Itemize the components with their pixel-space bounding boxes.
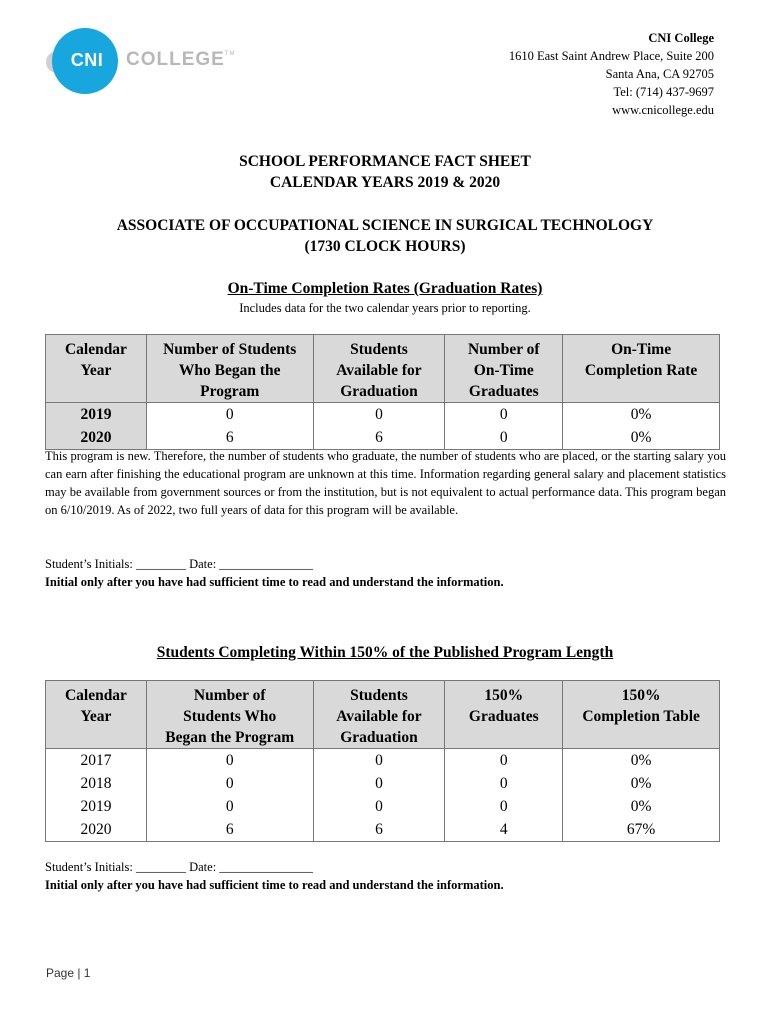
col-students-available xyxy=(313,681,445,749)
col-students-available xyxy=(313,335,445,403)
header-text: Who Began the xyxy=(178,362,281,379)
col-on-time-completion-rate xyxy=(563,335,720,403)
header-text: Calendar xyxy=(64,341,127,358)
table-cell: 6 xyxy=(146,818,313,842)
header-text: Completion Table xyxy=(582,708,700,725)
logo-word xyxy=(126,49,236,71)
table-row xyxy=(46,772,720,795)
header-text: Number of Students xyxy=(163,341,297,358)
program-note: This program is new. Therefore, the number of students who graduate, the number of students who are placed, or the starting salary you can earn after finishing the educational program are unknown at this time. Information regarding general salary and placement statistics may be available from government sources or from the institution, but is not equivalent to actual performance data. This program began on 6/10/2019. As of 2022, two full years of data for this program will be available. xyxy=(45,449,726,517)
table-cell: 0% xyxy=(563,795,720,818)
header-text: Students Who xyxy=(183,708,277,725)
header-text: Completion Rate xyxy=(584,362,698,379)
table-cell: 2020 xyxy=(46,426,147,450)
table-cell: 0 xyxy=(445,795,563,818)
on-time-completion-table xyxy=(45,334,720,450)
header-text: Available for xyxy=(336,708,422,725)
page-number: Page | 1 xyxy=(46,966,91,980)
table-cell: 0 xyxy=(445,426,563,450)
phone-number: Tel: (714) 437-9697 xyxy=(613,85,714,99)
school-name: CNI College xyxy=(648,31,714,45)
col-on-time-graduates xyxy=(445,335,563,403)
title-line-1: SCHOOL PERFORMANCE FACT SHEET xyxy=(239,153,531,170)
table-header-row xyxy=(46,335,720,403)
school-address xyxy=(509,29,714,119)
table-row xyxy=(46,403,720,427)
table-cell: 0 xyxy=(313,795,445,818)
table-cell: 0 xyxy=(313,403,445,427)
header-text: Calendar xyxy=(64,687,127,704)
cni-college-logo xyxy=(46,28,236,96)
initials-instruction: Initial only after you have had sufficient time to read and understand the information. xyxy=(45,878,504,892)
logo-word-text: COLLEGE xyxy=(126,49,225,70)
completion-150-heading: Students Completing Within 150% of the Published Program Length xyxy=(156,644,614,661)
table-cell: 0 xyxy=(146,749,313,773)
logo-mark-text: CNI xyxy=(70,50,104,70)
table-cell: 6 xyxy=(313,426,445,450)
table-row xyxy=(46,818,720,842)
table-row xyxy=(46,749,720,773)
table-cell: 0 xyxy=(313,749,445,773)
col-calendar-year xyxy=(46,681,147,749)
table-cell: 6 xyxy=(146,426,313,450)
on-time-completion-subheading: Includes data for the two calendar years prior to reporting. xyxy=(239,301,531,315)
table-header-row xyxy=(46,681,720,749)
initials-line: Student’s Initials: ________ Date: _______________ xyxy=(45,557,314,571)
header-text: On-Time xyxy=(473,362,534,379)
table-cell: 0% xyxy=(563,772,720,795)
header-text: 150% xyxy=(621,687,661,704)
header-text: Students xyxy=(350,341,408,358)
table-cell: 0 xyxy=(146,772,313,795)
table-cell: 0% xyxy=(563,426,720,450)
table-cell: 2020 xyxy=(46,818,147,842)
initials-block-1 xyxy=(45,555,504,591)
table-row xyxy=(46,426,720,450)
table-cell: 0 xyxy=(146,403,313,427)
col-students-began xyxy=(146,681,313,749)
header-text: Graduation xyxy=(340,383,418,400)
header-text: Began the Program xyxy=(165,729,295,746)
header-text: Year xyxy=(80,708,112,725)
program-line-1: ASSOCIATE OF OCCUPATIONAL SCIENCE IN SURGICAL TECHNOLOGY xyxy=(116,217,654,234)
table-cell: 0 xyxy=(445,403,563,427)
header-text: 150% xyxy=(484,687,524,704)
initials-block-2 xyxy=(45,858,504,894)
header-text: Number of xyxy=(467,341,540,358)
table-cell: 6 xyxy=(313,818,445,842)
completion-150-table xyxy=(45,680,720,842)
table-cell: 2018 xyxy=(46,772,147,795)
title-line-2: CALENDAR YEARS 2019 & 2020 xyxy=(269,174,501,191)
col-calendar-year xyxy=(46,335,147,403)
header-text: Graduation xyxy=(340,729,418,746)
table-cell: 0 xyxy=(146,795,313,818)
table-cell: 2019 xyxy=(46,795,147,818)
document-title xyxy=(0,151,770,193)
table-row xyxy=(46,795,720,818)
initials-instruction: Initial only after you have had sufficient time to read and understand the information. xyxy=(45,575,504,589)
on-time-completion-heading: On-Time Completion Rates (Graduation Rates) xyxy=(227,280,543,297)
program-title xyxy=(0,215,770,257)
table-cell: 0 xyxy=(445,749,563,773)
logo-trademark: TM xyxy=(224,51,236,57)
table-cell: 67% xyxy=(563,818,720,842)
header-text: On-Time xyxy=(611,341,672,358)
program-line-2: (1730 CLOCK HOURS) xyxy=(304,238,466,255)
col-150-completion-table xyxy=(563,681,720,749)
table-cell: 0 xyxy=(445,772,563,795)
col-150-graduates xyxy=(445,681,563,749)
address-line-1: 1610 East Saint Andrew Place, Suite 200 xyxy=(508,49,714,63)
table-cell: 0% xyxy=(563,749,720,773)
header-text: Available for xyxy=(336,362,422,379)
website: www.cnicollege.edu xyxy=(612,103,714,117)
header-text: Number of xyxy=(193,687,266,704)
header-text: Students xyxy=(350,687,408,704)
header-text: Year xyxy=(80,362,112,379)
table-cell: 2017 xyxy=(46,749,147,773)
address-line-2: Santa Ana, CA 92705 xyxy=(605,67,714,81)
header-text: Graduates xyxy=(468,708,539,725)
table-cell: 4 xyxy=(445,818,563,842)
col-students-began xyxy=(146,335,313,403)
table-cell: 0 xyxy=(313,772,445,795)
table-cell: 0% xyxy=(563,403,720,427)
table-cell: 2019 xyxy=(46,403,147,427)
initials-line: Student’s Initials: ________ Date: _______________ xyxy=(45,860,314,874)
header-text: Graduates xyxy=(468,383,539,400)
header-text: Program xyxy=(200,383,260,400)
